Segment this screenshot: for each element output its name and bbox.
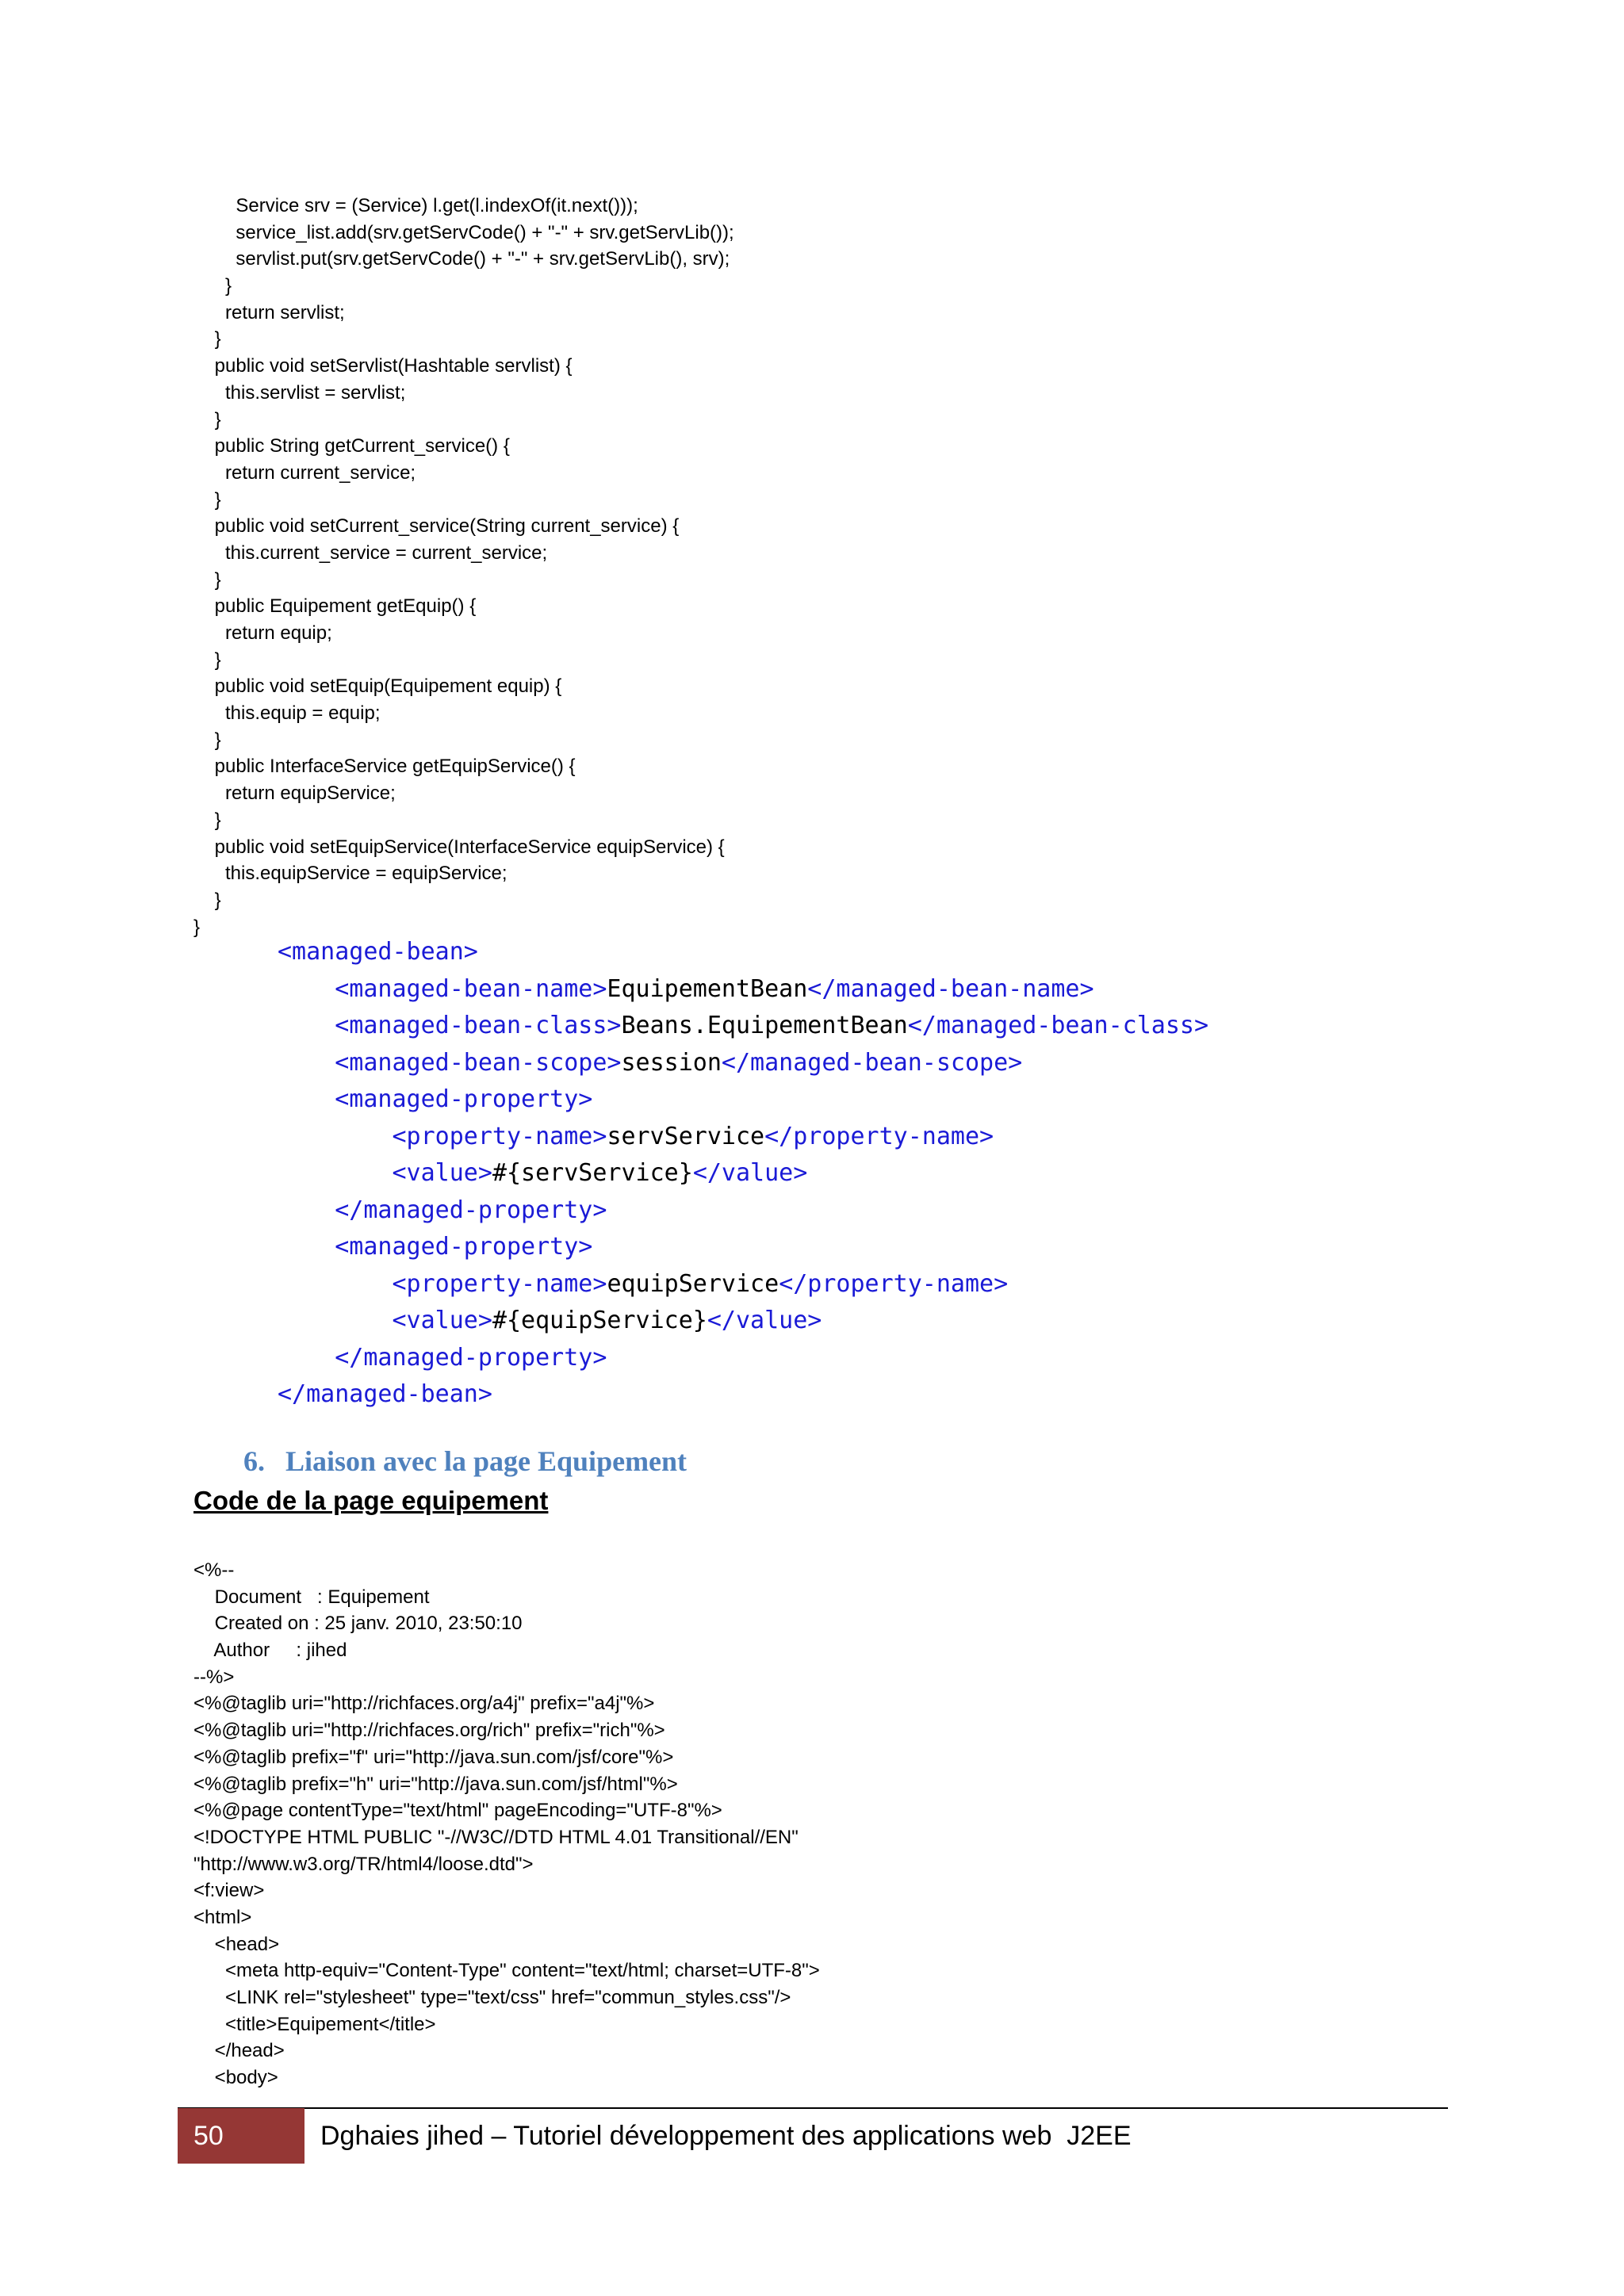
xml-close-tag: </value> xyxy=(692,1159,808,1187)
xml-close-tag: </value> xyxy=(707,1307,822,1334)
code-line: Created on : 25 janv. 2010, 23:50:10 xyxy=(193,1613,523,1635)
code-line: "http://www.w3.org/TR/html4/loose.dtd"> xyxy=(193,1853,534,1875)
xml-line xyxy=(278,1008,1208,1045)
code-line: --%> xyxy=(193,1666,235,1688)
code-line: } xyxy=(193,916,201,938)
code-line: } xyxy=(193,729,221,751)
xml-line xyxy=(278,1081,1208,1119)
code-line: public Equipement getEquip() { xyxy=(193,595,477,618)
xml-indent xyxy=(278,1233,335,1261)
code-line: <meta http-equiv="Content-Type" content="text/html; charset=UTF-8"> xyxy=(193,1960,820,1982)
xml-value: EquipementBean xyxy=(607,974,808,1003)
code-line: Document : Equipement xyxy=(193,1586,430,1608)
code-line: } xyxy=(193,328,221,350)
jsp-code-block xyxy=(193,1557,820,2091)
code-line: <%@taglib uri="http://richfaces.org/a4j" prefix="a4j"%> xyxy=(193,1693,655,1715)
code-line: <!DOCTYPE HTML PUBLIC "-//W3C//DTD HTML 4.01 Transitional//EN" xyxy=(193,1826,799,1848)
xml-close-tag: </managed-bean-name> xyxy=(807,974,1094,1003)
code-line: <%@taglib prefix="h" uri="http://java.sun.com/jsf/html"%> xyxy=(193,1773,678,1795)
xml-indent xyxy=(278,975,335,1003)
xml-config-block xyxy=(278,934,1208,1414)
code-line: this.equipService = equipService; xyxy=(193,863,508,885)
section-title: Liaison avec la page Equipement xyxy=(285,1445,688,1477)
xml-line xyxy=(278,1192,1208,1230)
xml-line xyxy=(278,1155,1208,1192)
xml-open-tag: <managed-property> xyxy=(335,1233,593,1261)
xml-value: Beans.EquipementBean xyxy=(621,1012,908,1039)
code-line: </head> xyxy=(193,2040,285,2062)
code-line: public void setServlist(Hashtable servlist) { xyxy=(193,355,573,377)
xml-indent xyxy=(278,1344,335,1372)
xml-open-tag: <value> xyxy=(392,1307,492,1334)
code-line: public void setCurrent_service(String current_service) { xyxy=(193,515,680,538)
code-line: return servlist; xyxy=(193,301,345,323)
code-line: public void setEquip(Equipement equip) { xyxy=(193,675,562,698)
xml-value: #{servService} xyxy=(492,1159,693,1187)
code-line: return equipService; xyxy=(193,783,396,805)
xml-value: servService xyxy=(607,1122,765,1150)
code-line: Author : jihed xyxy=(193,1640,347,1662)
xml-indent xyxy=(278,1307,393,1334)
subsection-heading: Code de la page equipement xyxy=(193,1486,549,1515)
xml-open-tag: </managed-property> xyxy=(335,1343,607,1372)
code-line: <%@page contentType="text/html" pageEncoding="UTF-8"%> xyxy=(193,1800,722,1822)
xml-line xyxy=(278,1045,1208,1082)
xml-line xyxy=(278,1266,1208,1303)
xml-indent xyxy=(278,1196,335,1224)
section-number: 6. xyxy=(243,1445,265,1477)
xml-indent xyxy=(278,1012,335,1039)
xml-open-tag: <managed-bean-name> xyxy=(335,974,607,1003)
xml-indent xyxy=(278,1270,393,1298)
xml-indent xyxy=(278,1123,393,1150)
code-line: this.servlist = servlist; xyxy=(193,381,406,404)
code-line: this.current_service = current_service; xyxy=(193,541,548,564)
xml-value: #{equipService} xyxy=(492,1307,707,1334)
xml-line xyxy=(278,1340,1208,1377)
xml-open-tag: <value> xyxy=(392,1159,492,1187)
xml-line xyxy=(278,1229,1208,1266)
xml-open-tag: </managed-property> xyxy=(335,1196,607,1224)
code-line: } xyxy=(193,488,221,511)
code-line: <%-- xyxy=(193,1559,235,1581)
xml-close-tag: </managed-bean-scope> xyxy=(721,1048,1023,1077)
xml-close-tag: </property-name> xyxy=(764,1122,994,1150)
xml-indent xyxy=(278,1085,335,1113)
xml-close-tag: </property-name> xyxy=(779,1269,1009,1298)
code-line: servlist.put(srv.getServCode() + "-" + srv.getServLib(), srv); xyxy=(193,248,730,270)
code-line: <body> xyxy=(193,2067,278,2089)
code-line: public String getCurrent_service() { xyxy=(193,435,510,457)
code-line: <head> xyxy=(193,1933,280,1955)
code-line: } xyxy=(193,649,221,671)
code-line: <f:view> xyxy=(193,1880,265,1902)
code-line: service_list.add(srv.getServCode() + "-" + srv.getServLib()); xyxy=(193,221,734,243)
code-line: } xyxy=(193,809,221,831)
xml-open-tag: <property-name> xyxy=(392,1269,607,1298)
code-line: this.equip = equip; xyxy=(193,702,381,725)
java-code-block xyxy=(193,193,734,940)
xml-indent xyxy=(278,1049,335,1077)
xml-value: session xyxy=(621,1048,722,1077)
code-line: } xyxy=(193,275,232,297)
code-line: public void setEquipService(InterfaceService equipService) { xyxy=(193,836,725,858)
xml-line xyxy=(278,1303,1208,1340)
code-line: } xyxy=(193,568,221,591)
code-line: } xyxy=(193,889,221,911)
xml-open-tag: </managed-bean> xyxy=(278,1380,492,1408)
section-heading xyxy=(243,1445,687,1478)
code-line: } xyxy=(193,408,221,430)
xml-line xyxy=(278,1119,1208,1156)
code-line: return current_service; xyxy=(193,461,416,484)
xml-close-tag: </managed-bean-class> xyxy=(907,1012,1209,1039)
page-number: 50 xyxy=(178,2108,304,2164)
xml-open-tag: <managed-bean-scope> xyxy=(335,1048,622,1077)
code-line: public InterfaceService getEquipService() { xyxy=(193,756,576,778)
code-line: <title>Equipement</title> xyxy=(193,2013,436,2035)
xml-open-tag: <managed-bean> xyxy=(278,938,478,966)
code-line: Service srv = (Service) l.get(l.indexOf(it.next())); xyxy=(193,195,638,216)
xml-indent xyxy=(278,1159,393,1187)
code-line: <%@taglib prefix="f" uri="http://java.sun.com/jsf/core"%> xyxy=(193,1746,674,1768)
code-line: <%@taglib uri="http://richfaces.org/rich" prefix="rich"%> xyxy=(193,1720,665,1742)
xml-open-tag: <managed-property> xyxy=(335,1085,593,1113)
xml-value: equipService xyxy=(607,1269,779,1298)
code-line: <LINK rel="stylesheet" type="text/css" href="commun_styles.css"/> xyxy=(193,1987,791,2008)
xml-open-tag: <managed-bean-class> xyxy=(335,1012,622,1039)
xml-open-tag: <property-name> xyxy=(392,1122,607,1150)
code-line: <html> xyxy=(193,1906,252,1928)
footer-text: Dghaies jihed – Tutoriel développement des applications web J2EE xyxy=(320,2121,1132,2151)
xml-line xyxy=(278,1376,1208,1414)
code-line: return equip; xyxy=(193,622,332,644)
xml-line xyxy=(278,971,1208,1008)
xml-line xyxy=(278,934,1208,971)
